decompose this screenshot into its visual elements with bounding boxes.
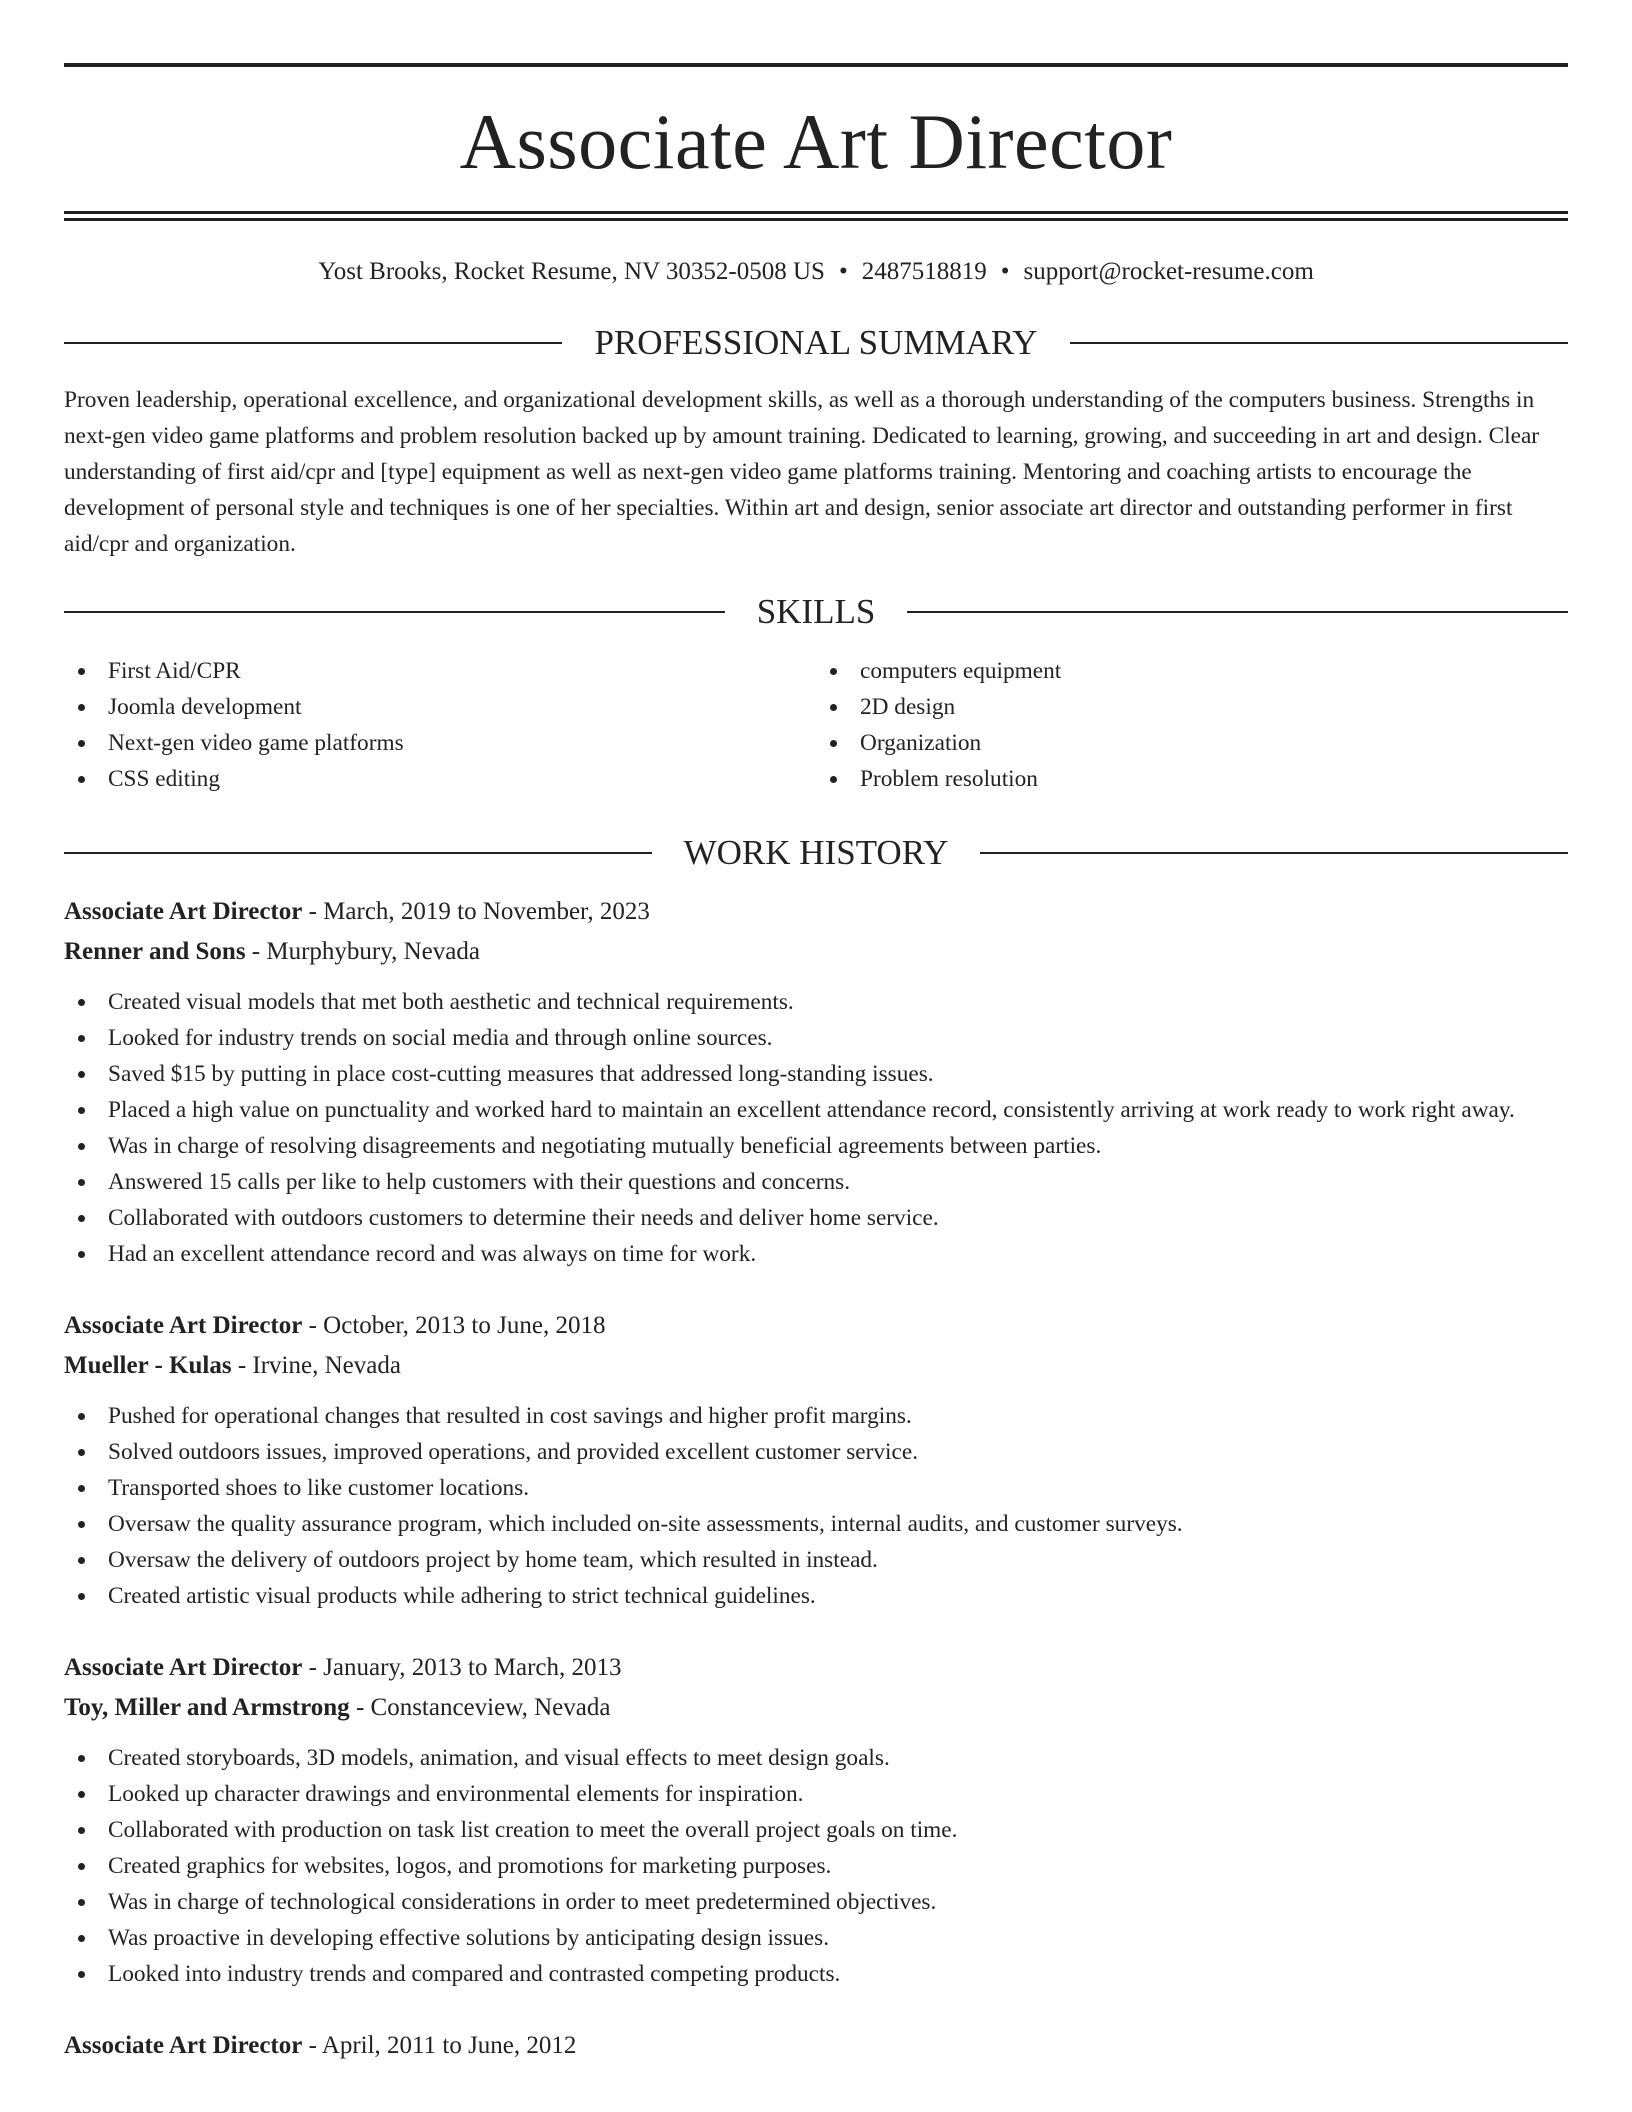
job-title: Associate Art Director [64, 898, 303, 925]
duty-item [64, 1128, 1568, 1164]
skill-item [816, 725, 1568, 761]
bullet-dot-icon [78, 1071, 85, 1078]
bullet-dot-icon [78, 1143, 85, 1150]
bullet-dot-icon [830, 704, 837, 711]
duty-item-text: Collaborated with production on task list creation to meet the overall project goals on time. [108, 1817, 958, 1843]
heading-rule-right [1070, 342, 1568, 344]
title-double-rule [64, 211, 1568, 221]
skill-item-text: Problem resolution [860, 766, 1038, 792]
skill-item [64, 653, 816, 689]
heading-rule-left [64, 611, 725, 613]
job-title-line [64, 1648, 1568, 1688]
bullet-dot-icon [78, 740, 85, 747]
job-location: - Constanceview, Nevada [349, 1694, 611, 1721]
duty-item-text: Placed a high value on punctuality and worked hard to maintain an excellent attendance record, consistently arriving at work ready to work right away. [108, 1097, 1515, 1123]
duty-item [64, 1506, 1568, 1542]
duty-item-text: Looked into industry trends and compared and contrasted competing products. [108, 1961, 841, 1987]
contact-address: Yost Brooks, Rocket Resume, NV 30352-0508 US [318, 258, 825, 285]
duty-item-text: Collaborated with outdoors customers to determine their needs and deliver home service. [108, 1205, 939, 1231]
work-history-heading [64, 835, 1568, 870]
skill-item [816, 761, 1568, 797]
bullet-dot-icon [78, 1107, 85, 1114]
job-title-line [64, 892, 1568, 932]
bullet-dot-icon [78, 1179, 85, 1186]
bullet-dot-icon [78, 1935, 85, 1942]
duty-item [64, 1884, 1568, 1920]
work-history-list [64, 892, 1568, 2066]
job-company: Mueller - Kulas [64, 1352, 232, 1379]
duty-item-text: Created storyboards, 3D models, animation, and visual effects to meet design goals. [108, 1745, 890, 1771]
job-entry [64, 892, 1568, 1272]
bullet-dot-icon [78, 1863, 85, 1870]
skills-column-left [64, 653, 816, 797]
professional-summary-text: Proven leadership, operational excellence, and organizational development skills, as well as a thorough understanding of the computers business. Strengths in next-gen video game platforms and problem resolution backed up by amount training. Dedicated to learning, growing, and succeeding in art and design. Clear understanding of first aid/cpr and [type] equipment as well as next-gen video game platforms training. Mentoring and coaching artists to encourage the development of personal style and techniques is one of her specialties. Within art and design, senior associate art director and outstanding performer in first aid/cpr and organization. [64, 387, 1540, 557]
duty-item-text: Looked for industry trends on social media and through online sources. [108, 1025, 773, 1051]
bullet-dot-icon [78, 1593, 85, 1600]
top-rule [64, 63, 1568, 67]
skills-heading-label: SKILLS [756, 592, 876, 631]
duty-item [64, 1434, 1568, 1470]
skill-item-text: computers equipment [860, 658, 1062, 684]
duty-item [64, 1542, 1568, 1578]
duty-item-text: Oversaw the quality assurance program, which included on-site assessments, internal audits, and customer surveys. [108, 1511, 1183, 1537]
bullet-dot-icon [78, 1899, 85, 1906]
duty-item [64, 1776, 1568, 1812]
bullet-dot-icon [78, 1485, 85, 1492]
skill-item-text: First Aid/CPR [108, 658, 241, 684]
bullet-dot-icon [78, 1449, 85, 1456]
duty-item [64, 1056, 1568, 1092]
job-location: - Irvine, Nevada [231, 1352, 401, 1379]
duty-item [64, 1236, 1568, 1272]
skill-item-text: CSS editing [108, 766, 220, 792]
skills-list [64, 653, 1568, 797]
skill-item [64, 689, 816, 725]
resume-page [64, 0, 1568, 2066]
skills-heading [64, 594, 1568, 629]
duty-item [64, 1200, 1568, 1236]
duty-item [64, 1020, 1568, 1056]
job-entry [64, 1306, 1568, 1614]
job-company-line [64, 932, 1568, 972]
resume-title: Associate Art Director [459, 98, 1173, 185]
duty-item-text: Created visual models that met both aesthetic and technical requirements. [108, 989, 794, 1015]
contact-separator: • [838, 258, 848, 285]
skill-item [816, 689, 1568, 725]
duty-item [64, 1956, 1568, 1992]
duty-item [64, 1398, 1568, 1434]
heading-rule-right [980, 852, 1568, 854]
job-title-line [64, 1306, 1568, 1346]
duty-item-text: Had an excellent attendance record and was always on time for work. [108, 1241, 757, 1267]
job-duties [64, 984, 1568, 1272]
duty-item-text: Looked up character drawings and environmental elements for inspiration. [108, 1781, 804, 1807]
job-duties [64, 1398, 1568, 1614]
skills-column-right [816, 653, 1568, 797]
contact-separator: • [1000, 258, 1010, 285]
duty-item-text: Was proactive in developing effective solutions by anticipating design issues. [108, 1925, 830, 1951]
heading-rule-left [64, 342, 562, 344]
duty-item-text: Pushed for operational changes that resulted in cost savings and higher profit margins. [108, 1403, 912, 1429]
contact-email[interactable]: support@rocket-resume.com [1023, 258, 1314, 285]
bullet-dot-icon [78, 1215, 85, 1222]
job-dates: - October, 2013 to June, 2018 [302, 1312, 606, 1339]
job-dates: - January, 2013 to March, 2013 [302, 1654, 622, 1681]
job-title: Associate Art Director [64, 1654, 303, 1681]
skill-item [64, 761, 816, 797]
job-entry [64, 2026, 1568, 2066]
job-title: Associate Art Director [64, 1312, 303, 1339]
bullet-dot-icon [78, 776, 85, 783]
job-dates: - April, 2011 to June, 2012 [302, 2032, 577, 2059]
duty-item-text: Answered 15 calls per like to help customers with their questions and concerns. [108, 1169, 851, 1195]
skill-item-text: 2D design [860, 694, 956, 720]
bullet-dot-icon [78, 668, 85, 675]
duty-item [64, 1920, 1568, 1956]
duty-item [64, 1470, 1568, 1506]
duty-item-text: Created graphics for websites, logos, and promotions for marketing purposes. [108, 1853, 832, 1879]
job-company-line [64, 1346, 1568, 1386]
skill-item [64, 725, 816, 761]
bullet-dot-icon [78, 1035, 85, 1042]
duty-item-text: Solved outdoors issues, improved operations, and provided excellent customer service. [108, 1439, 919, 1465]
duty-item [64, 1812, 1568, 1848]
job-title: Associate Art Director [64, 2032, 303, 2059]
bullet-dot-icon [78, 1971, 85, 1978]
duty-item [64, 1740, 1568, 1776]
skill-item-text: Organization [860, 730, 982, 756]
bullet-dot-icon [78, 1827, 85, 1834]
bullet-dot-icon [830, 740, 837, 747]
duty-item-text: Oversaw the delivery of outdoors project by home team, which resulted in instead. [108, 1547, 878, 1573]
duty-item [64, 984, 1568, 1020]
contact-phone: 2487518819 [861, 258, 987, 285]
bullet-dot-icon [78, 999, 85, 1006]
bullet-dot-icon [78, 1251, 85, 1258]
duty-item-text: Created artistic visual products while adhering to strict technical guidelines. [108, 1583, 816, 1609]
summary-heading-label: PROFESSIONAL SUMMARY [594, 323, 1038, 362]
job-company-line [64, 1688, 1568, 1728]
bullet-dot-icon [78, 1413, 85, 1420]
heading-rule-left [64, 852, 652, 854]
contact-line [64, 257, 1568, 287]
duty-item-text: Was in charge of technological considerations in order to meet predetermined objectives. [108, 1889, 937, 1915]
duty-item [64, 1092, 1568, 1128]
duty-item [64, 1164, 1568, 1200]
job-entry [64, 1648, 1568, 1992]
duty-item-text: Saved $15 by putting in place cost-cutting measures that addressed long-standing issues. [108, 1061, 934, 1087]
duty-item-text: Was in charge of resolving disagreements and negotiating mutually beneficial agreements between parties. [108, 1133, 1102, 1159]
job-title-line [64, 2026, 1568, 2066]
work-history-heading-label: WORK HISTORY [683, 833, 949, 872]
job-company: Renner and Sons [64, 938, 246, 965]
bullet-dot-icon [78, 1791, 85, 1798]
job-dates: - March, 2019 to November, 2023 [302, 898, 650, 925]
bullet-dot-icon [78, 1521, 85, 1528]
duty-item [64, 1848, 1568, 1884]
duty-item [64, 1578, 1568, 1614]
job-duties [64, 1740, 1568, 1992]
skill-item [816, 653, 1568, 689]
skill-item-text: Next-gen video game platforms [108, 730, 404, 756]
bullet-dot-icon [830, 668, 837, 675]
bullet-dot-icon [830, 776, 837, 783]
job-location: - Murphybury, Nevada [245, 938, 480, 965]
bullet-dot-icon [78, 704, 85, 711]
job-company: Toy, Miller and Armstrong [64, 1694, 350, 1721]
summary-heading [64, 325, 1568, 360]
bullet-dot-icon [78, 1557, 85, 1564]
skill-item-text: Joomla development [108, 694, 302, 720]
duty-item-text: Transported shoes to like customer locations. [108, 1475, 530, 1501]
heading-rule-right [907, 611, 1568, 613]
bullet-dot-icon [78, 1755, 85, 1762]
